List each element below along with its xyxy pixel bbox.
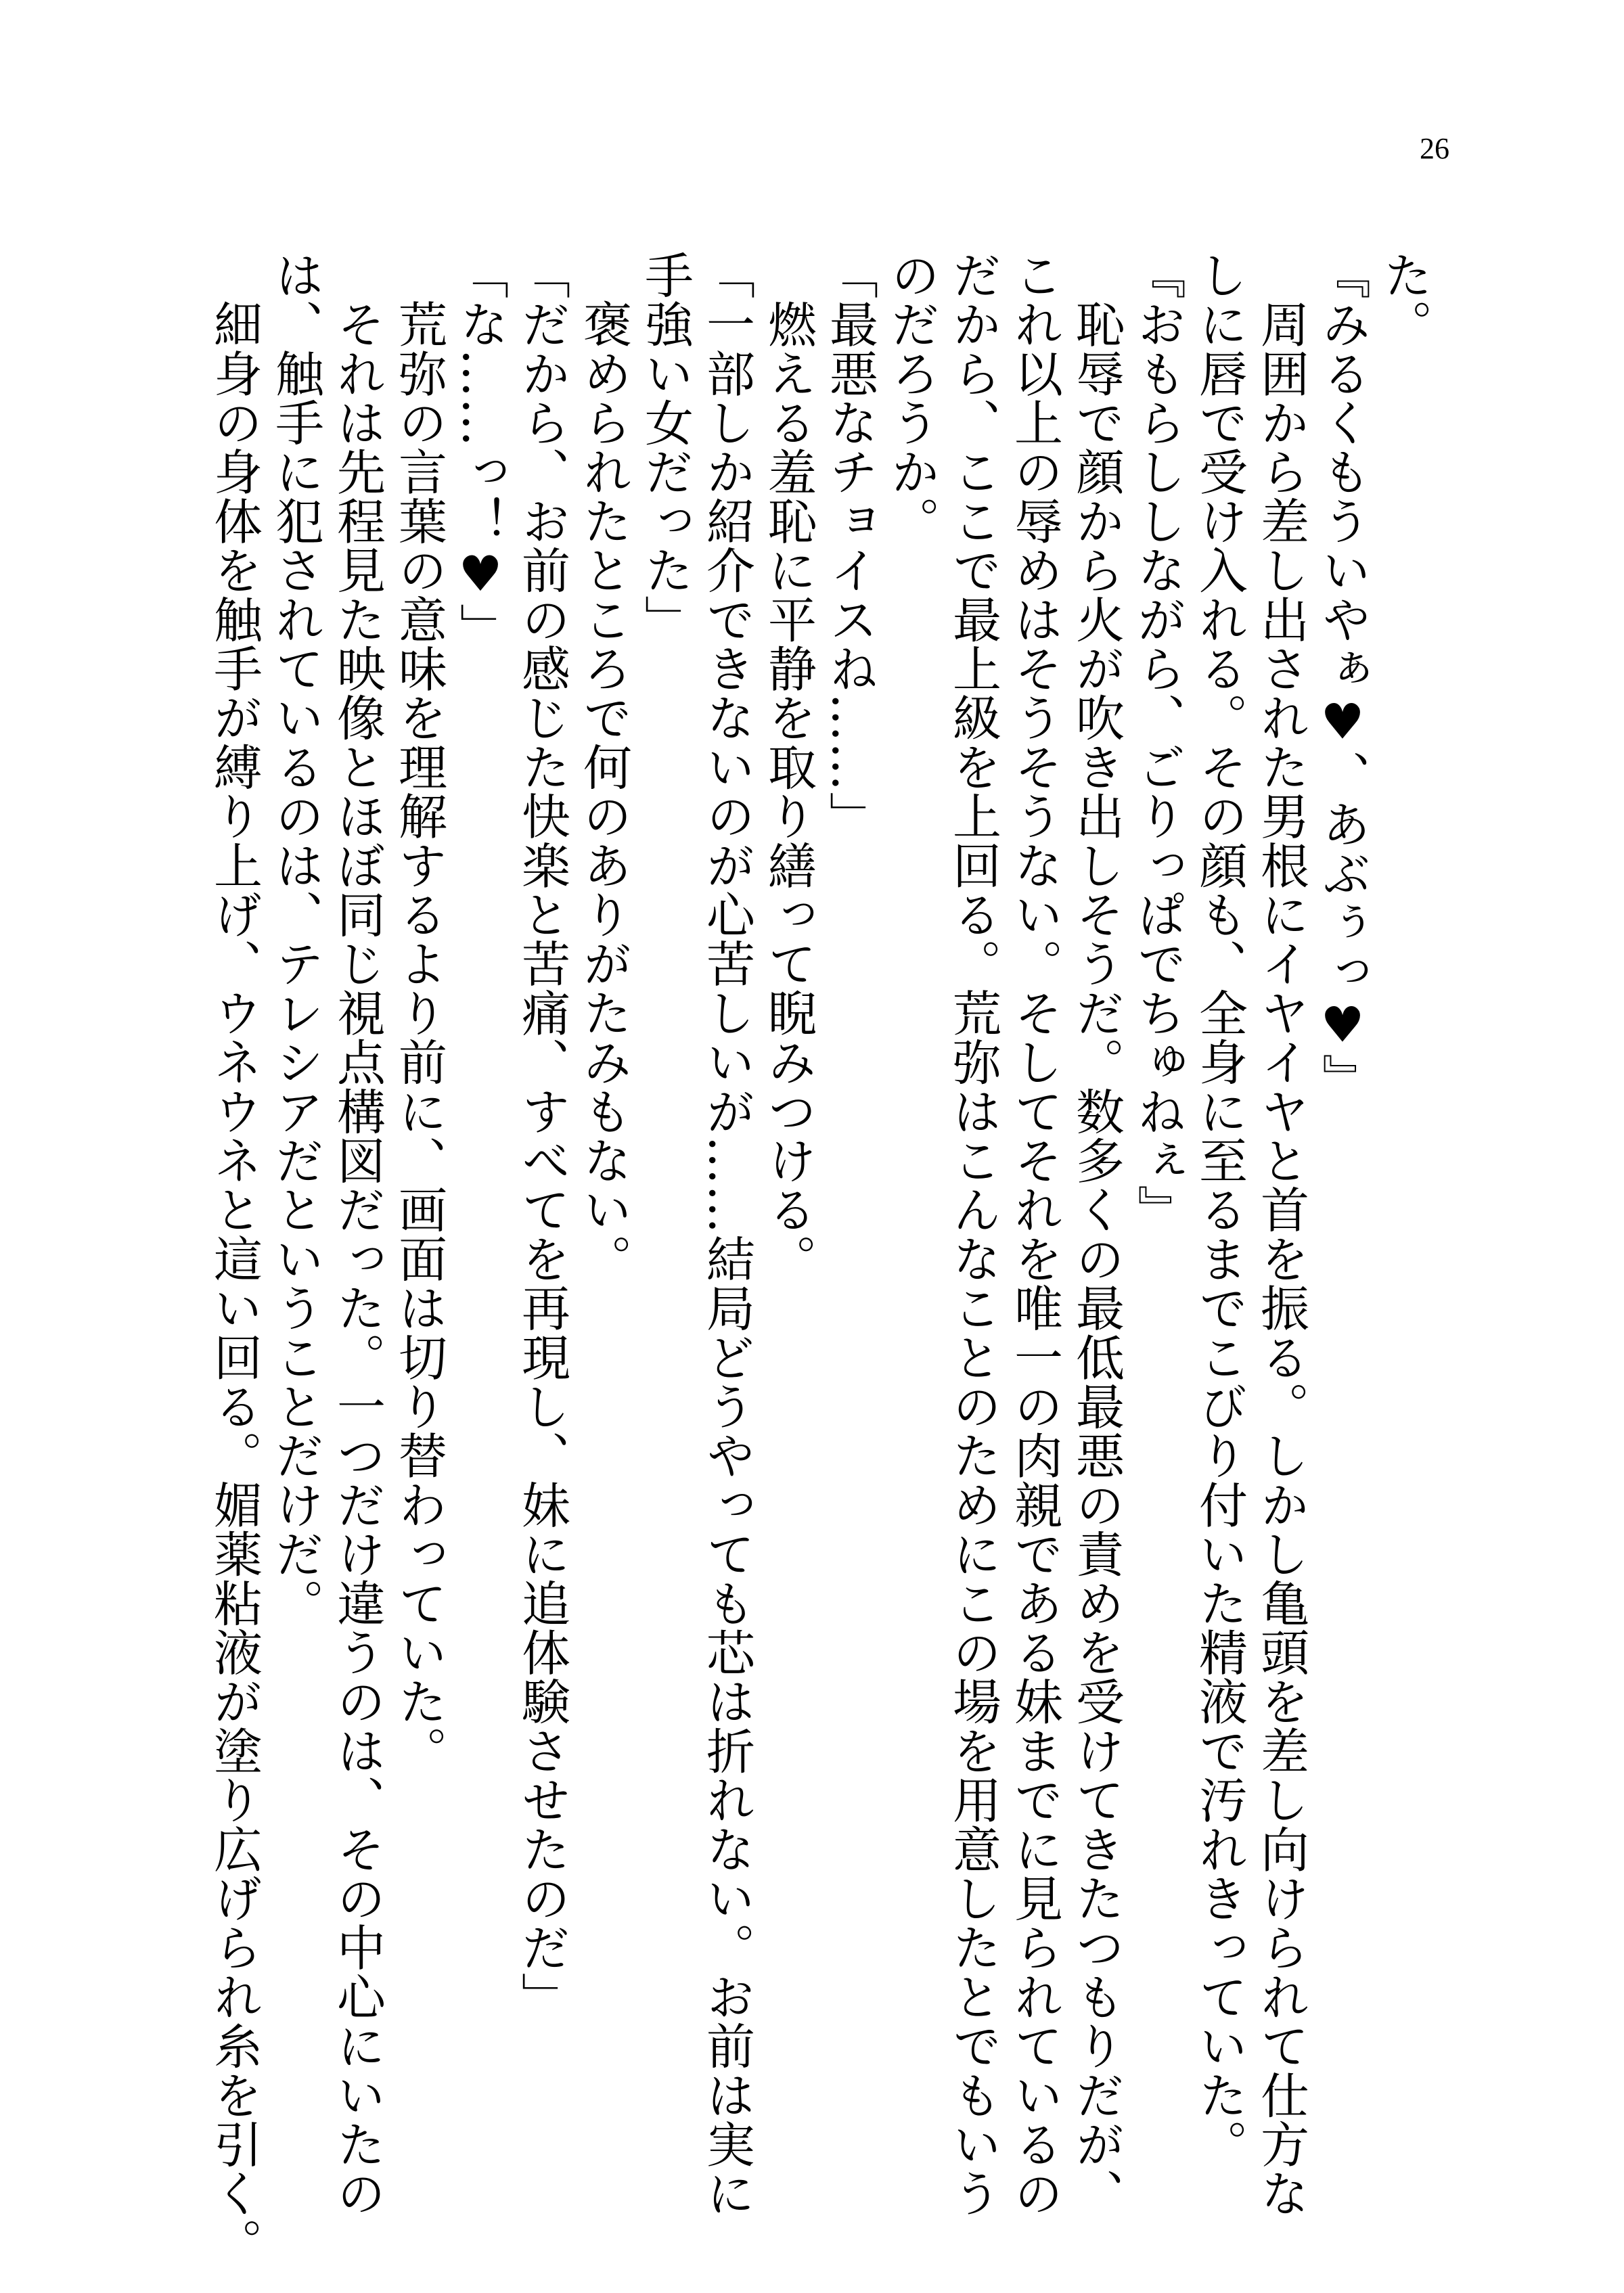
text-line: 「最悪なチョイスね……」 [821,250,878,841]
text-line: しに唇で受け入れる。その顔も、全身に至るまでこびり付いた精液で汚れきっていた。 [1191,250,1248,2169]
text-line: 燃える羞恥に平静を取り繕って睨みつける。 [760,250,817,1284]
text-line: 周囲から差し出された男根にイヤイヤと首を振る。しかし亀頭を差し向けられて仕方な [1253,250,1309,2218]
text-line: 褒められたところで何のありがたみもない。 [575,250,632,1284]
page-number: 26 [1420,132,1449,165]
vertical-text-body [169,250,1435,2267]
text-line: のだろうか。 [883,250,940,546]
text-line: 荒弥の言葉の意味を理解するより前に、画面は切り替わっていた。 [390,250,447,1775]
text-line: た。 [1376,250,1433,349]
text-line: だから、ここで最上級を上回る。荒弥はこんなことのためにこの場を用意したとでもいう [945,250,1001,2218]
text-line: 恥辱で顔から火が吹き出しそうだ。数多くの最低最悪の責めを受けてきたつもりだが、 [1068,250,1125,2218]
text-line: 「な……っ！♥」 [452,250,509,652]
text-line: 手強い女だった」 [637,250,694,644]
text-line: 『おもらししながら、ごりっぱでちゅねぇ』 [1129,250,1186,1234]
text-line: これ以上の辱めはそうそうない。そしてそれを唯一の肉親である妹までに見られているの [1006,250,1063,2218]
text-line: 「だから、お前の感じた快楽と苦痛、すべてを再現し、妹に追体験させたのだ」 [514,250,570,2022]
text-line: それは先程見た映像とほぼ同じ視点構図だった。一つだけ違うのは、その中心にいたの [329,250,386,2218]
text-line: 「一部しか紹介できないのが心苦しいが……結局どうやっても芯は折れない。お前は実に [698,250,755,2218]
text-line: 『みるくもういやぁ♥、あぶぅっ♥』 [1314,250,1371,1103]
text-line: は、触手に犯されているのは、テレシアだということだけだ。 [267,250,324,1628]
text-line: 細身の身体を触手が縛り上げ、ウネウネと這い回る。媚薬粘液が塗り広げられ糸を引く。 [206,250,263,2267]
